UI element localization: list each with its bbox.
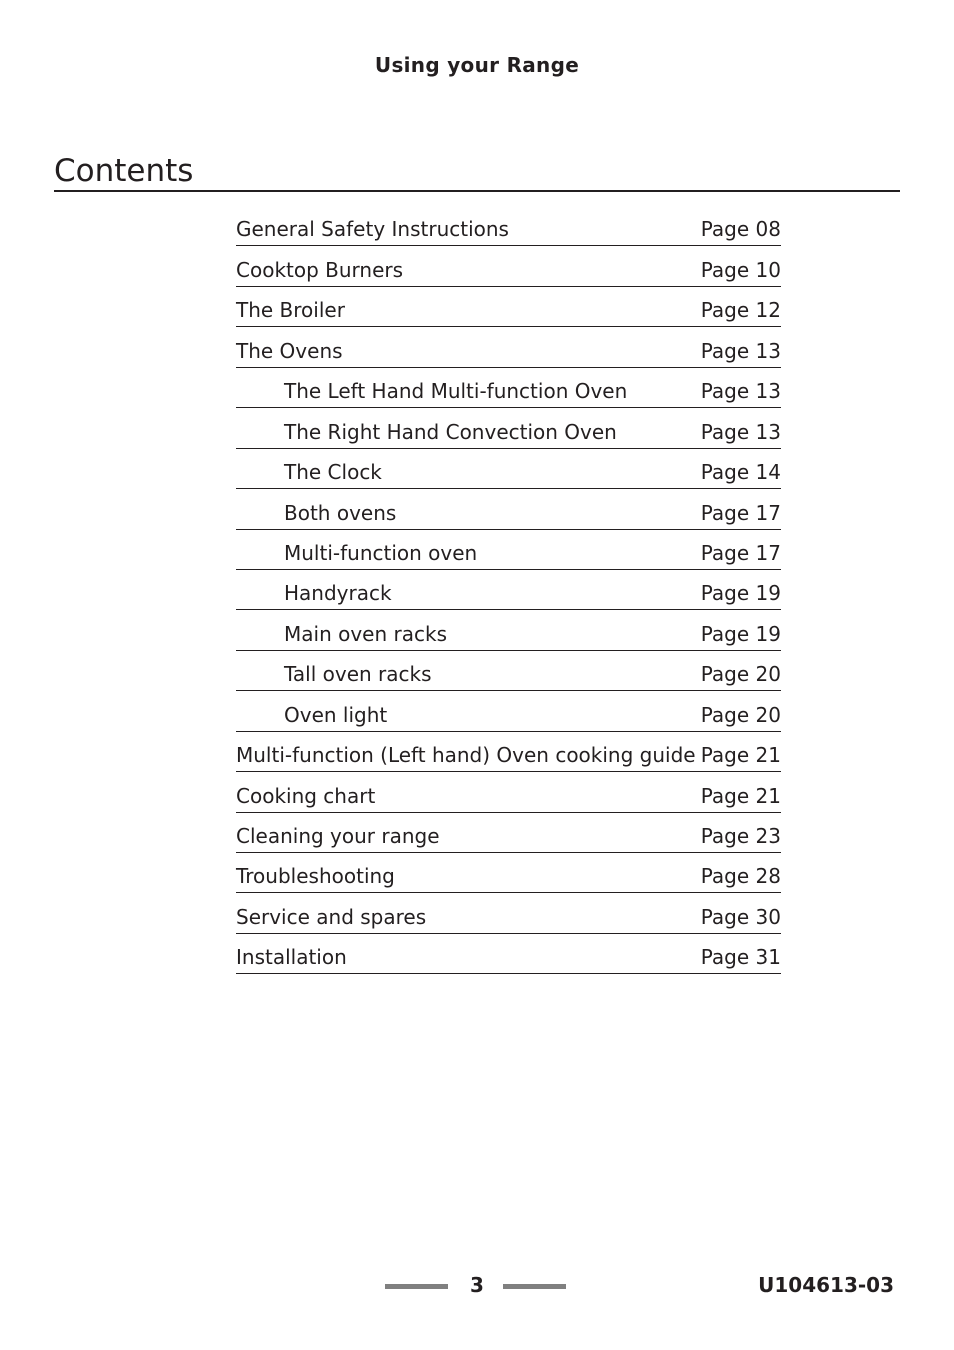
toc-entry-page: Page 19 — [700, 621, 781, 646]
toc-entry-page: Page 28 — [700, 864, 781, 889]
toc-entry[interactable] — [236, 853, 781, 893]
toc-subentry[interactable] — [236, 570, 781, 610]
toc-entry-page: Page 14 — [700, 460, 781, 485]
footer-bar-right — [503, 1284, 566, 1289]
toc-entry-label: Oven light — [284, 702, 388, 727]
toc-entry-page: Page 31 — [700, 945, 781, 970]
toc-subentry[interactable] — [236, 610, 781, 650]
table-of-contents — [236, 206, 781, 974]
toc-entry[interactable] — [236, 287, 781, 327]
toc-entry-page: Page 20 — [700, 702, 781, 727]
toc-subentry[interactable] — [236, 368, 781, 408]
toc-entry-page: Page 19 — [700, 581, 781, 606]
toc-entry-page: Page 10 — [700, 257, 781, 282]
page-number: 3 — [470, 1273, 484, 1297]
toc-entry-label: The Left Hand Multi-function Oven — [284, 379, 628, 404]
toc-entry[interactable] — [236, 327, 781, 367]
page-title: Contents — [54, 153, 194, 189]
toc-entry-label: Both ovens — [284, 500, 397, 525]
toc-entry-label: Multi-function oven — [284, 540, 478, 565]
toc-entry[interactable] — [236, 246, 781, 286]
document-code: U104613-03 — [758, 1273, 894, 1297]
toc-entry-label: Installation — [236, 945, 347, 970]
toc-entry-label: Troubleshooting — [236, 864, 395, 889]
toc-entry[interactable] — [236, 772, 781, 812]
toc-entry-label: Cleaning your range — [236, 824, 440, 848]
toc-entry-page: Page 13 — [700, 419, 781, 444]
toc-entry[interactable] — [236, 893, 781, 933]
footer-bar-left — [385, 1284, 448, 1289]
toc-subentry[interactable] — [236, 449, 781, 489]
toc-entry-label: Cooktop Burners — [236, 257, 404, 282]
toc-entry[interactable] — [236, 732, 781, 772]
toc-subentry[interactable] — [236, 651, 781, 691]
toc-entry-page: Page 21 — [700, 743, 781, 768]
toc-entry-page: Page 13 — [700, 379, 781, 404]
toc-entry[interactable] — [236, 934, 781, 974]
toc-subentry[interactable] — [236, 489, 781, 529]
toc-entry-page: Page 21 — [700, 783, 781, 808]
toc-entry-page: Page 30 — [700, 904, 781, 929]
toc-entry-page: Page 20 — [700, 662, 781, 687]
toc-entry-label: General Safety Instructions — [236, 217, 509, 242]
toc-entry-label: Tall oven racks — [284, 662, 432, 687]
toc-entry-page: Page 13 — [700, 338, 781, 363]
toc-entry-label: Service and spares — [236, 904, 427, 929]
toc-subentry[interactable] — [236, 408, 781, 448]
title-divider — [54, 190, 900, 192]
toc-entry-label: The Clock — [284, 460, 382, 485]
toc-entry-label: The Right Hand Convection Oven — [284, 419, 617, 444]
toc-entry-label: The Broiler — [236, 298, 345, 323]
toc-entry-page: Page 08 — [700, 217, 781, 242]
toc-entry-label: Handyrack — [284, 581, 392, 606]
running-header: Using your Range — [374, 53, 580, 77]
toc-entry[interactable] — [236, 206, 781, 246]
toc-entry-page: Page 17 — [700, 500, 781, 525]
toc-entry-label: The Ovens — [236, 338, 343, 363]
toc-entry-label: Multi-function (Left hand) Oven cooking guide — [236, 743, 696, 768]
toc-entry-page: Page 23 — [700, 824, 781, 848]
toc-subentry[interactable] — [236, 691, 781, 731]
toc-entry-label: Main oven racks — [284, 621, 447, 646]
toc-entry-label: Cooking chart — [236, 783, 376, 808]
toc-entry-page: Page 12 — [700, 298, 781, 323]
toc-entry[interactable] — [236, 813, 781, 853]
toc-subentry[interactable] — [236, 530, 781, 570]
toc-entry-page: Page 17 — [700, 540, 781, 565]
